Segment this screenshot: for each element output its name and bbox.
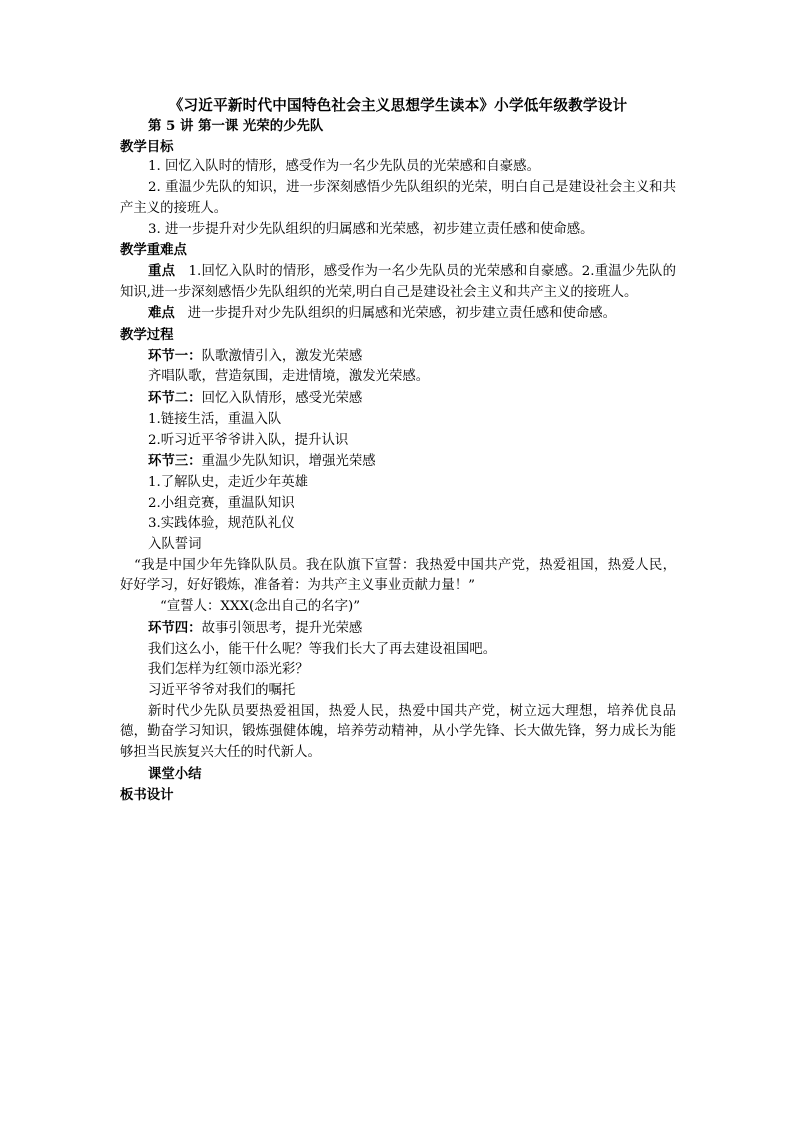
board-design-heading: 板书设计 (120, 786, 174, 803)
step-four-text: 新时代少先队员要热爱祖国，热爱人民，热爱中国共产党，树立远大理想，培养优良品德，勤奋学习知识，锻炼强健体魄，培养劳动精神，从小学先锋、长大做先锋，努力成长为能够担当民族复兴大任的时代新人。 (120, 703, 676, 761)
document-title: 《习近平新时代中国特色社会主义思想学生读本》小学低年级教学设计 (168, 97, 628, 114)
key-point-text: 1.回忆入队时的情形，感受作为一名少先队员的光荣感和自豪感。2.重温少先队的知识,进一步深刻感悟少先队组织的光荣,明白自己是建设社会主义和共产主义的接班人。 (120, 263, 676, 300)
difficulty-paragraph (120, 303, 676, 325)
step-four-question: 我们这么小，能干什么呢？等我们长大了再去建设祖国吧。 (148, 641, 497, 657)
step-four (120, 618, 676, 640)
summary-heading: 课堂小结 (148, 765, 202, 782)
step-one-label: 环节一： (148, 347, 202, 364)
difficulty-label: 难点 (148, 305, 175, 322)
step-four-subheading: 习近平爷爷对我们的嘱托 (148, 682, 296, 698)
key-point-paragraph (120, 261, 676, 303)
step-two (120, 388, 676, 410)
step-four-title: 故事引领思考，提升光荣感 (201, 620, 363, 636)
step-three-item: 3.实践体验，规范队礼仪 (148, 516, 295, 532)
oath-label: 入队誓词 (148, 537, 202, 553)
step-three-label: 环节三： (148, 453, 202, 470)
lesson-title: 第 5 讲 第一课 光荣的少先队 (148, 118, 324, 134)
key-point-label: 重点 (148, 262, 176, 279)
difficulty-text: 进一步提升对少先队组织的归属感和光荣感，初步建立责任感和使命感。 (187, 306, 617, 322)
oath-text: “我是中国少年先锋队队员。我在队旗下宣誓：我热爱中国共产党，热爱祖国，热爱人民，好好学习，好好锻炼，准备着：为共产主义事业贡献力量！” (120, 557, 676, 594)
step-two-title: 回忆入队情形，感受光荣感 (201, 391, 363, 407)
step-three-title: 重温少先队知识，增强光荣感 (201, 454, 376, 470)
step-three-item: 1.了解队史，走近少年英雄 (148, 474, 309, 490)
step-three (120, 451, 676, 473)
step-one (120, 346, 676, 368)
step-four-label: 环节四： (148, 619, 202, 636)
objective-item: 1. 回忆入队时的情形，感受作为一名少先队员的光荣感和自豪感。 (148, 159, 540, 175)
step-two-label: 环节二： (148, 390, 202, 407)
oath-signer: “宣誓人：XXX(念出自己的名字)” (160, 599, 361, 615)
objectives-heading: 教学目标 (120, 138, 174, 155)
objective-item: 2. 重温少先队的知识，进一步深刻感悟少先队组织的光荣，明白自己是建设社会主义和共产主义的接班人。 (120, 180, 676, 216)
document-page (120, 96, 676, 805)
step-one-text: 齐唱队歌，营造氛围，走进情境，激发光荣感。 (148, 369, 430, 385)
objective-item: 3. 进一步提升对少先队组织的归属感和光荣感，初步建立责任感和使命感。 (148, 221, 594, 237)
step-three-item: 2.小组竞赛，重温队知识 (148, 495, 295, 511)
step-four-question: 我们怎样为红领巾添光彩？ (148, 662, 309, 678)
process-heading: 教学过程 (120, 327, 174, 344)
step-one-title: 队歌激情引入，激发光荣感 (201, 348, 363, 364)
step-two-item: 2.听习近平爷爷讲入队，提升认识 (148, 432, 349, 448)
step-two-item: 1.链接生活，重温入队 (148, 411, 282, 427)
keypoints-heading: 教学重难点 (120, 242, 187, 259)
